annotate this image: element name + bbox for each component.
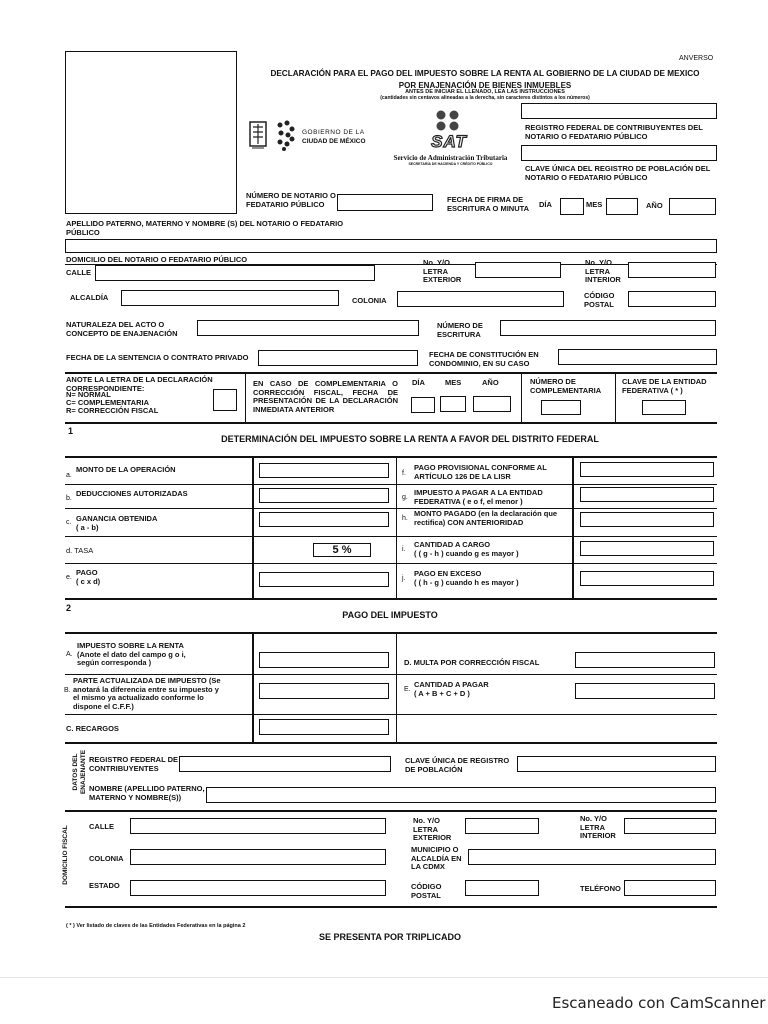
cp-fiscal-input[interactable] — [465, 880, 539, 896]
pago-formula: ( c x d) — [76, 577, 101, 586]
tipo-complementaria-label: C= COMPLEMENTARIA — [66, 398, 149, 407]
fecha-firma-mes-label: MES — [586, 200, 603, 209]
divider — [65, 742, 717, 744]
ganancia-label: GANANCIA OBTENIDA — [76, 514, 158, 523]
section-1-number: 1 — [68, 426, 74, 436]
fecha-firma-anio-input[interactable] — [669, 198, 716, 215]
deducciones-input[interactable] — [259, 488, 389, 503]
rfc-notario-input[interactable] — [521, 103, 717, 119]
cantidad-cargo-label: CANTIDAD A CARGO — [414, 540, 491, 549]
colonia-notario-label: COLONIA — [352, 296, 387, 305]
form-subtitle: POR ENAJENACIÓN DE BIENES INMUEBLES — [398, 81, 572, 90]
pago-provisional-input[interactable] — [580, 462, 714, 477]
telefono-fiscal-input[interactable] — [624, 880, 716, 896]
enajenante-side-label: DATOS DEL ENAJENANTE — [72, 749, 87, 795]
colonia-fiscal-label: COLONIA — [89, 854, 124, 863]
alcaldia-label: ALCALDÍA — [70, 293, 109, 302]
num-escritura-label: NÚMERO DE ESCRITURA — [437, 321, 483, 339]
num-complementaria-label: NÚMERO DE COMPLEMENTARIA — [530, 377, 602, 395]
multa-correccion-input[interactable] — [575, 652, 715, 668]
estado-fiscal-label: ESTADO — [89, 881, 120, 890]
comp-anio-input[interactable] — [473, 396, 511, 412]
sat-logo-text: SAT — [431, 132, 467, 151]
num-complementaria-input[interactable] — [541, 400, 581, 415]
clave-entidad-input[interactable] — [642, 400, 686, 415]
calle-notario-label: CALLE — [66, 268, 91, 277]
pago-exceso-input[interactable] — [580, 571, 714, 586]
domicilio-notario-label: DOMICILIO DEL NOTARIO O FEDATARIO PÚBLICO — [66, 255, 248, 264]
divider — [252, 632, 254, 742]
curp-enajenante-input[interactable] — [517, 756, 716, 772]
gobierno-text: GOBIERNO DE LA — [302, 129, 365, 136]
tipo-normal-label: N= NORMAL — [66, 390, 111, 399]
form-title: DECLARACIÓN PARA EL PAGO DEL IMPUESTO SOBRE LA RENTA AL GOBIERNO DE LA CIUDAD DE MEXICO — [270, 69, 700, 78]
divider — [572, 456, 574, 598]
no-ext-fiscal-label: No. Y/O LETRA EXTERIOR — [413, 816, 452, 842]
monto-operacion-input[interactable] — [259, 463, 389, 478]
divider — [65, 674, 717, 675]
comp-mes-input[interactable] — [440, 396, 466, 412]
curp-notario-input[interactable] — [521, 145, 717, 161]
divider — [0, 977, 768, 978]
ganancia-formula: ( a - b) — [76, 523, 99, 532]
monto-operacion-label: MONTO DE LA OPERACIÓN — [76, 465, 176, 474]
naturaleza-input[interactable] — [197, 320, 419, 336]
divider — [65, 422, 717, 424]
cantidad-pagar-input[interactable] — [575, 683, 715, 699]
shcp-name: SECRETARÍA DE HACIENDA Y CRÉDITO PÚBLICO — [408, 162, 493, 166]
deducciones-label: DEDUCCIONES AUTORIZADAS — [76, 489, 188, 498]
fecha-sentencia-label: FECHA DE LA SENTENCIA O CONTRATO PRIVADO — [66, 353, 249, 362]
num-escritura-input[interactable] — [500, 320, 716, 336]
triplicado-label: SE PRESENTA POR TRIPLICADO — [318, 932, 461, 942]
section-2-title: PAGO DEL IMPUESTO — [342, 610, 438, 620]
footnote: ( * ) Ver listado de claves de las Entidades Federativas en la página 2 — [66, 923, 246, 929]
row-B-letter: B. — [64, 687, 71, 694]
sat-name: Servicio de Administración Tributaria — [393, 154, 508, 162]
cp-fiscal-label: CÓDIGO POSTAL — [411, 882, 442, 900]
divider — [65, 598, 717, 600]
clave-entidad-label: CLAVE DE LA ENTIDAD FEDERATIVA ( * ) — [622, 377, 707, 395]
nombre-enajenante-label: NOMBRE (APELLIDO PATERNO, MATERNO Y NOMBRE(S)) — [89, 784, 205, 802]
row-g-letter: g. — [402, 494, 408, 501]
alcaldia-input[interactable] — [121, 290, 339, 306]
monto-pagado-label: MONTO PAGADO (en la declaración que rectifica) CON ANTERIORIDAD — [414, 509, 558, 527]
no-int-notario-input[interactable] — [628, 262, 716, 278]
cdmx-logo-icon — [275, 120, 297, 152]
anverso-label: ANVERSO — [679, 55, 714, 62]
fecha-firma-label: FECHA DE FIRMA DE ESCRITURA O MINUTA — [447, 195, 530, 213]
anote-letra-label: ANOTE LA LETRA DE LA DECLARACIÓN CORRESPONDIENTE: — [66, 375, 213, 393]
divider — [396, 632, 397, 742]
row-j-letter: j. — [402, 575, 406, 582]
divider — [65, 632, 717, 634]
divider — [615, 374, 616, 422]
row-b-letter: b. — [66, 495, 72, 502]
tasa-input — [313, 543, 371, 557]
cp-notario-label: CÓDIGO POSTAL — [584, 291, 615, 309]
fecha-condominio-input[interactable] — [558, 349, 717, 365]
parte-actualizada-input[interactable] — [259, 683, 389, 699]
comp-mes-label: MES — [445, 378, 462, 387]
quantities-note: (cantidades sin centavos alineadas a la derecha, sin caracteres distintos a los números) — [380, 95, 590, 101]
naturaleza-label: NATURALEZA DEL ACTO O CONCEPTO DE ENAJENACIÓN — [66, 320, 178, 338]
divider — [65, 810, 717, 812]
cantidad-pagar-label: CANTIDAD A PAGAR — [414, 680, 489, 689]
impuesto-entidad-label: IMPUESTO A PAGAR A LA ENTIDAD FEDERATIVA ( e o f, el menor ) — [414, 488, 543, 506]
colonia-fiscal-input[interactable] — [130, 849, 386, 865]
divider — [252, 456, 254, 598]
multa-correccion-label: D. MULTA POR CORRECCIÓN FISCAL — [404, 658, 540, 667]
recargos-label: C. RECARGOS — [66, 724, 119, 733]
divider — [65, 484, 717, 485]
fecha-firma-dia-input[interactable] — [560, 198, 584, 215]
divider — [245, 374, 246, 422]
tasa-label: d. TASA — [66, 546, 94, 555]
impuesto-renta-label: IMPUESTO SOBRE LA RENTA (Anote el dato del campo g o i, según corresponda ) — [77, 641, 186, 667]
divider — [396, 456, 397, 598]
pago-input[interactable] — [259, 572, 389, 587]
section-1-title: DETERMINACIÓN DEL IMPUESTO SOBRE LA RENTA A FAVOR DEL DISTRITO FEDERAL — [221, 434, 599, 444]
curp-notario-label: CLAVE ÚNICA DEL REGISTRO DE POBLACIÓN DEL NOTARIO O FEDATARIO PÚBLICO — [525, 164, 711, 182]
fecha-sentencia-input[interactable] — [258, 350, 418, 366]
pago-exceso-formula: ( ( h - g ) cuando h es mayor ) — [414, 578, 519, 587]
ganancia-input[interactable] — [259, 512, 389, 527]
cp-notario-input[interactable] — [628, 291, 716, 307]
monto-pagado-input[interactable] — [580, 512, 714, 527]
divider — [65, 456, 717, 458]
row-A-letter: A. — [66, 651, 73, 658]
recargos-input[interactable] — [259, 719, 389, 735]
row-E-letter: E. — [404, 686, 411, 693]
ciudad-text: CIUDAD DE MÉXICO — [302, 138, 366, 145]
pago-label: PAGO — [76, 568, 98, 577]
calle-notario-input[interactable] — [95, 265, 375, 281]
estado-fiscal-input[interactable] — [130, 880, 386, 896]
cantidad-cargo-formula: ( ( g - h ) cuando g es mayor ) — [414, 549, 519, 558]
fecha-condominio-label: FECHA DE CONSTITUCIÓN EN CONDOMINIO, EN SU CASO — [429, 350, 539, 368]
instructions-note: ANTES DE INICIAR EL LLENADO, LEA LAS INSTRUCCIONES — [405, 89, 565, 95]
numero-notario-input[interactable] — [337, 194, 433, 211]
parte-actualizada-label: PARTE ACTUALIZADA DE IMPUESTO (Se anotará la diferencia entre su impuesto y el mismo ya actualizado conforme lo dispone el C.F.F.) — [73, 676, 221, 711]
divider — [65, 563, 717, 564]
domicilio-fiscal-side-label: DOMICILIO FISCAL — [62, 825, 69, 885]
nombre-enajenante-input[interactable] — [206, 787, 716, 803]
rfc-notario-label: REGISTRO FEDERAL DE CONTRIBUYENTES DEL NOTARIO O FEDATARIO PÚBLICO — [525, 123, 703, 141]
cantidad-pagar-formula: ( A + B + C + D ) — [414, 689, 470, 698]
tipo-declaracion-input[interactable] — [213, 389, 237, 411]
divider — [65, 714, 717, 715]
camscanner-watermark: Escaneado con CamScanner — [552, 994, 766, 1012]
comp-dia-label: DÍA — [412, 378, 425, 387]
rfc-enajenante-input[interactable] — [179, 756, 391, 772]
municipio-fiscal-input[interactable] — [468, 849, 716, 865]
fecha-firma-anio-label: AÑO — [646, 201, 663, 210]
row-c-letter: c. — [66, 519, 72, 526]
no-int-fiscal-input[interactable] — [624, 818, 716, 834]
impuesto-renta-input[interactable] — [259, 652, 389, 668]
cantidad-cargo-input[interactable] — [580, 541, 714, 556]
calle-fiscal-label: CALLE — [89, 822, 114, 831]
impuesto-entidad-input[interactable] — [580, 487, 714, 502]
telefono-fiscal-label: TELÉFONO — [580, 884, 621, 893]
fecha-firma-dia-label: DÍA — [539, 200, 552, 209]
divider — [65, 536, 717, 537]
pago-provisional-label: PAGO PROVISIONAL CONFORME AL ARTÍCULO 126 DE LA LISR — [414, 463, 547, 481]
nombre-notario-input[interactable] — [65, 239, 717, 253]
no-ext-fiscal-input[interactable] — [465, 818, 539, 834]
rfc-enajenante-label: REGISTRO FEDERAL DE CONTRIBUYENTES — [89, 755, 179, 773]
pago-exceso-label: PAGO EN EXCESO — [414, 569, 482, 578]
numero-notario-label: NÚMERO DE NOTARIO O FEDATARIO PÚBLICO — [246, 191, 336, 209]
curp-enajenante-label: CLAVE ÚNICA DE REGISTRO DE POBLACIÓN — [405, 756, 510, 774]
section-2-number: 2 — [66, 603, 72, 613]
divider — [521, 374, 522, 422]
colonia-notario-input[interactable] — [397, 291, 564, 307]
sat-logo-icon — [433, 110, 463, 132]
nombre-notario-label: APELLIDO PATERNO, MATERNO Y NOMBRE (S) DEL NOTARIO O FEDATARIO PÚBLICO — [66, 219, 344, 237]
row-f-letter: f. — [402, 470, 406, 477]
cdmx-crest-icon — [249, 121, 267, 151]
no-ext-notario-label: No. Y/O LETRA EXTERIOR — [423, 258, 462, 284]
row-e-letter: e. — [66, 574, 72, 581]
calle-fiscal-input[interactable] — [130, 818, 386, 834]
comp-dia-input[interactable] — [411, 397, 435, 413]
fecha-firma-mes-input[interactable] — [606, 198, 638, 215]
divider — [65, 508, 717, 509]
divider — [65, 906, 717, 908]
row-h-letter: h. — [402, 515, 408, 522]
tipo-correccion-label: R= CORRECCIÓN FISCAL — [66, 406, 159, 415]
row-a-letter: a. — [66, 472, 72, 479]
no-ext-notario-input[interactable] — [475, 262, 561, 278]
photo-box — [65, 51, 237, 214]
no-int-fiscal-label: No. Y/O LETRA INTERIOR — [580, 814, 616, 840]
municipio-fiscal-label: MUNICIPIO O ALCALDÍA EN LA CDMX — [411, 845, 462, 871]
divider — [65, 372, 717, 374]
tasa-value: 5 % — [332, 544, 352, 556]
row-i-letter: i. — [402, 546, 406, 553]
no-int-notario-label: No. Y/O LETRA INTERIOR — [585, 258, 621, 284]
caso-complementaria-label: EN CASO DE COMPLEMENTARIA O CORRECCIÓN FISCAL, FECHA DE PRESENTACIÓN DE LA DECLARACIÓN INMEDIATA ANTERIOR — [253, 379, 398, 414]
comp-anio-label: AÑO — [482, 378, 499, 387]
